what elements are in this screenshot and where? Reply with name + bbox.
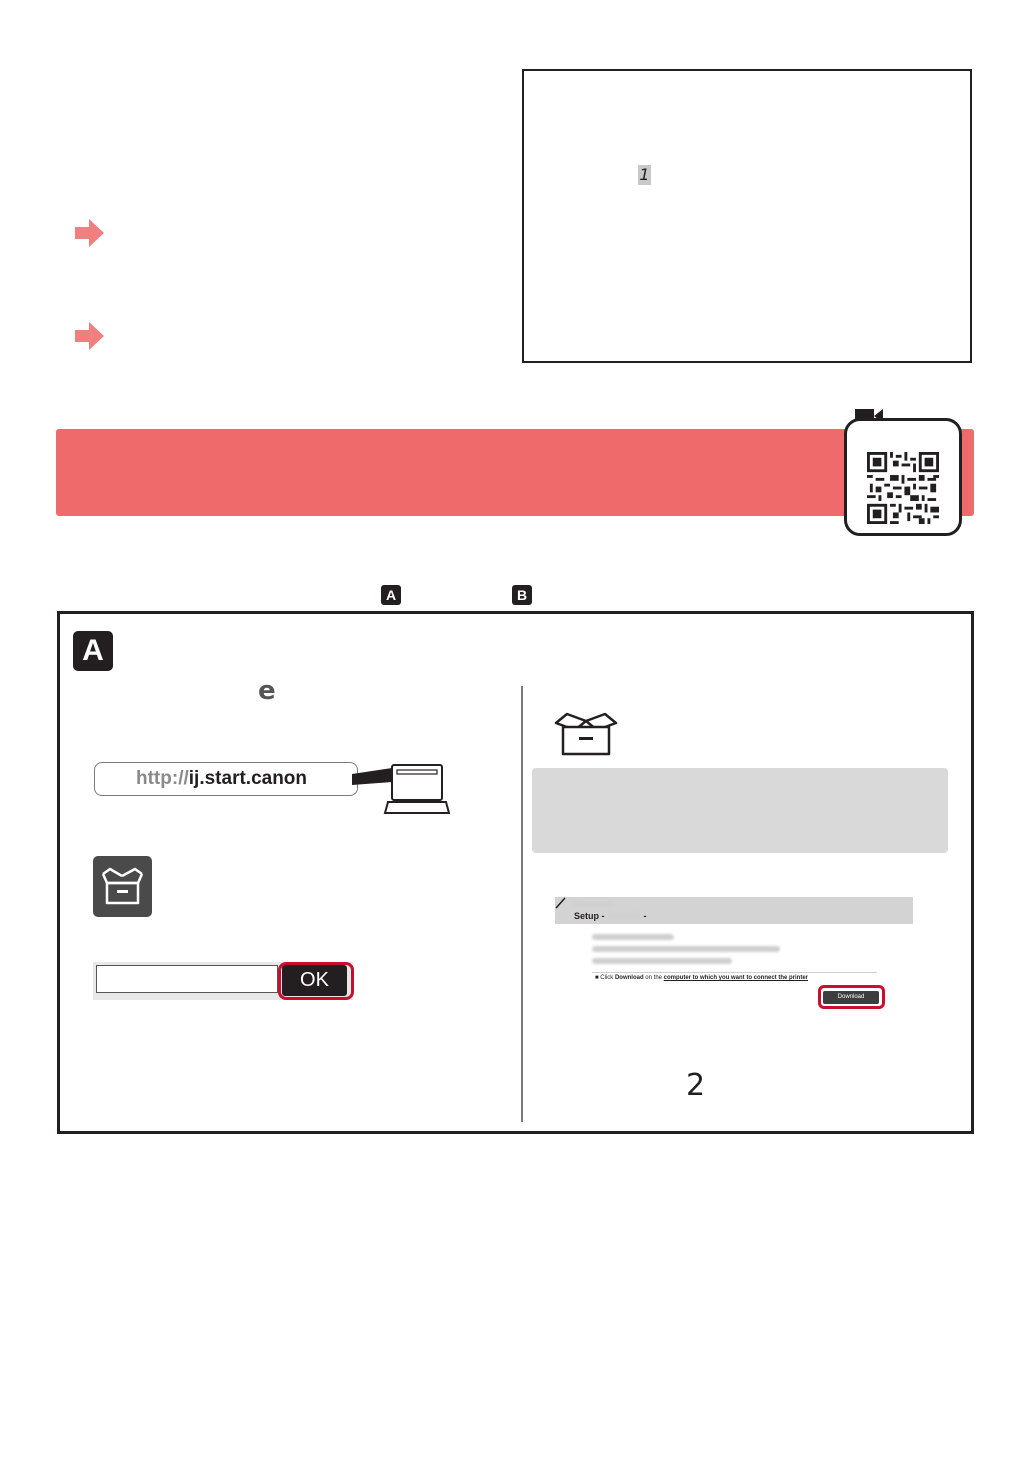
screenshot-instruction: ■ Click Download on the computer to which you want to connect the printer [595, 975, 808, 981]
edge-browser-icon: e [258, 676, 276, 706]
method-a-badge: A [381, 585, 401, 605]
setup-app-tile[interactable] [93, 856, 152, 917]
note-box [522, 69, 972, 363]
step-number: 2 [686, 1068, 706, 1103]
right-arrow-icon [73, 321, 105, 351]
qr-code-frame[interactable] [844, 418, 962, 536]
open-box-icon [553, 710, 619, 756]
ok-highlight-ring [278, 962, 354, 1000]
code-input[interactable] [96, 965, 278, 993]
url-scheme: http:// [136, 768, 189, 789]
section-banner [56, 429, 974, 516]
download-highlight-ring [818, 985, 885, 1009]
method-b-badge: B [512, 585, 532, 605]
screenshot-separator [592, 972, 877, 973]
right-arrow-icon [73, 218, 105, 248]
qr-code-icon [867, 452, 939, 524]
gray-note-box [532, 768, 948, 853]
screenshot-title [574, 911, 647, 921]
screenshot-title-prefix: Setup - [574, 911, 607, 921]
laptop-icon [352, 763, 450, 815]
screenshot-title-suffix: - [641, 911, 647, 921]
section-a [57, 611, 974, 1134]
url-host: ij.start.canon [188, 768, 308, 789]
slash-mark-icon [555, 897, 567, 909]
column-divider [521, 686, 523, 1122]
lcd-digit-display: 1 [639, 165, 650, 184]
screenshot-link[interactable]: computer to which you want to connect the printer [663, 975, 808, 981]
ok-button[interactable]: OK [282, 965, 347, 996]
url-bar[interactable] [94, 762, 358, 796]
open-box-icon [93, 856, 152, 917]
download-button[interactable]: Download [823, 991, 879, 1004]
section-a-badge: A [73, 631, 113, 671]
